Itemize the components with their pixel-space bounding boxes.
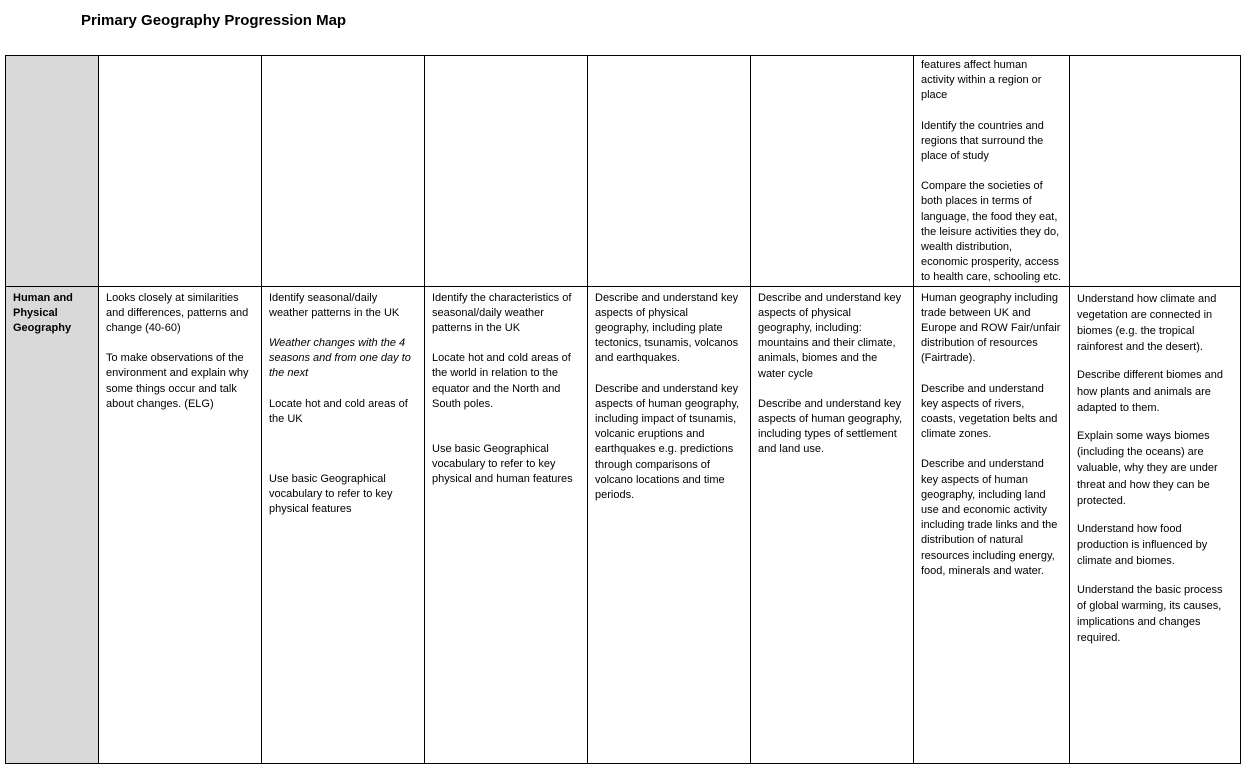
page-title: Primary Geography Progression Map (81, 12, 347, 29)
cell-text: Use basic Geographical vocabulary to refer to key physical features (269, 473, 393, 516)
cell-text: features affect human activity within a region or place (921, 59, 1042, 102)
table-cell (751, 56, 914, 287)
table-cell (751, 286, 914, 763)
cell-text: To make observations of the environment and explain why some things occur and talk about changes. (ELG) (106, 352, 249, 410)
table-cell (262, 56, 425, 287)
table-cell (99, 56, 262, 287)
table-cell (262, 286, 425, 763)
cell-text: Understand how climate and vegetation are connected in biomes (e.g. the tropical rainforest and the desert). (1077, 292, 1217, 354)
table-cell (914, 56, 1070, 287)
row-heading-cell (6, 286, 99, 763)
table-cell (1070, 286, 1241, 763)
table-cell (588, 286, 751, 763)
cell-text: Human geography including trade between UK and Europe and ROW Fair/unfair distribution of resources (Fairtrade). (921, 291, 1061, 365)
cell-text: Describe and understand key aspects of human geography, including impact of tsunamis, volcanic eruptions and earthquakes e.g. predictions through comparisons of volcano locations and time periods. (595, 382, 740, 502)
cell-text: Identify the countries and regions that surround the place of study (921, 119, 1044, 163)
cell-text: Understand how food production is influenced by climate and biomes. (1077, 523, 1208, 568)
cell-text: Explain some ways biomes (including the oceans) are valuable, why they are under threat and how they can be protected. (1077, 430, 1218, 507)
cell-text: Locate hot and cold areas of the UK (269, 397, 408, 425)
table-cell (425, 56, 588, 287)
cell-text: Describe and understand key aspects of human geography, including land use and economic activity including trade links and the distribution of natural resources including energy, food, minerals and water. (921, 458, 1058, 577)
table-cell (1070, 56, 1241, 287)
table-cell (914, 286, 1070, 763)
cell-text: Use basic Geographical vocabulary to refer to key physical and human features (432, 443, 573, 486)
table-cell (588, 56, 751, 287)
cell-text: Describe and understand key aspects of physical geography, including: mountains and their climate, animals, biomes and the water cycle (758, 291, 902, 380)
cell-text: Locate hot and cold areas of the world in relation to the equator and the North and South poles. (432, 352, 571, 410)
table-row (6, 56, 1241, 287)
progression-table (5, 55, 1241, 764)
row-heading-cell (6, 56, 99, 287)
cell-text: Identify the characteristics of seasonal/daily weather patterns in the UK (432, 291, 572, 335)
cell-text: Describe and understand key aspects of rivers, coasts, vegetation belts and climate zones. (921, 382, 1058, 441)
cell-text: Looks closely at similarities and differences, patterns and change (40-60) (106, 291, 249, 335)
cell-text: Compare the societies of both places in terms of language, the food they eat, the leisure activities they do, wealth distribution, economic prosperity, access to health care, schooling etc. (921, 180, 1062, 284)
cell-text: Describe different biomes and how plants and animals are adapted to them. (1077, 369, 1223, 414)
cell-text: Describe and understand key aspects of human geography, including types of settlement and land use. (758, 397, 903, 456)
table-cell (425, 286, 588, 763)
cell-text: Understand the basic process of global warming, its causes, implications and changes required. (1077, 583, 1223, 645)
cell-text: Describe and understand key aspects of physical geography, including plate tectonics, tsunamis, volcanos and earthquakes. (595, 291, 739, 365)
cell-text: Weather changes with the 4 seasons and from one day to the next (269, 337, 411, 380)
table-cell (99, 286, 262, 763)
table-row (6, 286, 1241, 763)
row-heading: Human and Physical Geography (13, 291, 73, 335)
cell-text: Identify seasonal/daily weather patterns in the UK (269, 291, 400, 319)
